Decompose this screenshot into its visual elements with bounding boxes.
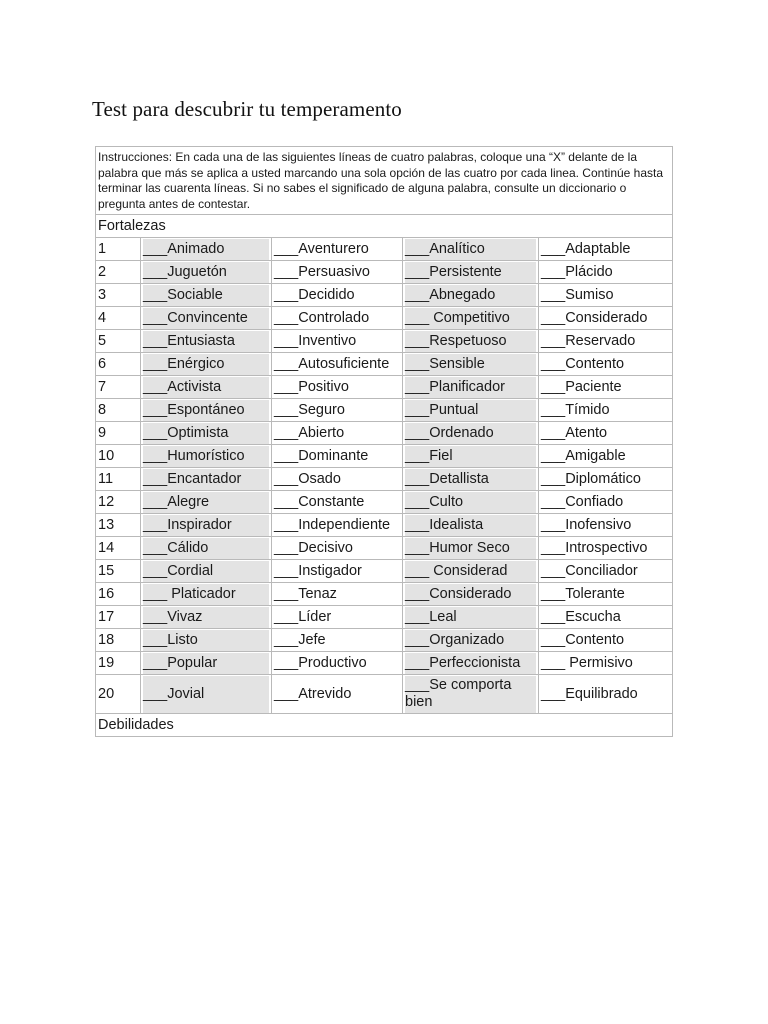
row-number: 10 <box>96 445 141 468</box>
table-row <box>96 284 673 307</box>
word-option-1[interactable]: ___Cordial <box>141 560 272 583</box>
word-option-3[interactable]: ___Fiel <box>403 445 539 468</box>
word-option-1[interactable]: ___Listo <box>141 629 272 652</box>
word-option-3[interactable]: ___Culto <box>403 491 539 514</box>
table-row <box>96 376 673 399</box>
table-row <box>96 491 673 514</box>
word-option-3[interactable]: ___Ordenado <box>403 422 539 445</box>
word-option-3[interactable]: ___Persistente <box>403 261 539 284</box>
word-option-4[interactable]: ___Equilibrado <box>539 675 673 714</box>
table-row <box>96 353 673 376</box>
word-option-2[interactable]: ___Dominante <box>272 445 403 468</box>
word-option-1[interactable]: ___Humorístico <box>141 445 272 468</box>
word-option-3[interactable]: ___Perfeccionista <box>403 652 539 675</box>
word-option-1[interactable]: ___Enérgico <box>141 353 272 376</box>
table-row <box>96 330 673 353</box>
row-number: 5 <box>96 330 141 353</box>
row-number: 7 <box>96 376 141 399</box>
word-option-4[interactable]: ___Conciliador <box>539 560 673 583</box>
word-option-4[interactable]: ___Confiado <box>539 491 673 514</box>
table-row <box>96 629 673 652</box>
word-option-4[interactable]: ___Adaptable <box>539 238 673 261</box>
row-number: 2 <box>96 261 141 284</box>
word-option-4[interactable]: ___Contento <box>539 353 673 376</box>
word-option-1[interactable]: ___Cálido <box>141 537 272 560</box>
word-option-2[interactable]: ___Seguro <box>272 399 403 422</box>
instructions-text: Instrucciones: En cada una de las siguientes líneas de cuatro palabras, coloque una “X” delante de la palabra que más se aplica a usted marcando una sola opción de las cuatro por cada linea. Continúe hasta terminar las cuarenta líneas. Si no sabes el significado de alguna palabra, consulte un diccionario o pregunta antes de contestar. <box>96 147 673 215</box>
word-option-4[interactable]: ___Considerado <box>539 307 673 330</box>
word-option-4[interactable]: ___Diplomático <box>539 468 673 491</box>
table-row <box>96 238 673 261</box>
word-option-4[interactable]: ___Amigable <box>539 445 673 468</box>
row-number: 19 <box>96 652 141 675</box>
word-option-4[interactable]: ___Atento <box>539 422 673 445</box>
section-heading-weaknesses: Debilidades <box>96 714 673 737</box>
word-option-3[interactable]: ___Leal <box>403 606 539 629</box>
word-option-2[interactable]: ___Jefe <box>272 629 403 652</box>
temperament-test-table <box>95 146 673 737</box>
table-row <box>96 675 673 714</box>
word-option-1[interactable]: ___Animado <box>141 238 272 261</box>
word-option-1[interactable]: ___Espontáneo <box>141 399 272 422</box>
row-number: 13 <box>96 514 141 537</box>
word-option-3[interactable]: ___Analítico <box>403 238 539 261</box>
table-row <box>96 583 673 606</box>
word-option-1[interactable]: ___ Platicador <box>141 583 272 606</box>
table-row <box>96 307 673 330</box>
word-option-3[interactable]: ___Puntual <box>403 399 539 422</box>
word-option-2[interactable]: ___Instigador <box>272 560 403 583</box>
word-option-2[interactable]: ___Aventurero <box>272 238 403 261</box>
word-option-1[interactable]: ___Entusiasta <box>141 330 272 353</box>
word-option-3[interactable]: ___Planificador <box>403 376 539 399</box>
word-option-2[interactable]: ___Decidido <box>272 284 403 307</box>
word-option-3[interactable]: ___Humor Seco <box>403 537 539 560</box>
row-number: 11 <box>96 468 141 491</box>
word-option-3[interactable]: ___Se comporta bien <box>403 675 539 714</box>
row-number: 20 <box>96 675 141 714</box>
word-option-2[interactable]: ___Persuasivo <box>272 261 403 284</box>
row-number: 16 <box>96 583 141 606</box>
row-number: 6 <box>96 353 141 376</box>
word-option-4[interactable]: ___Paciente <box>539 376 673 399</box>
table-row <box>96 261 673 284</box>
table-row <box>96 537 673 560</box>
word-option-1[interactable]: ___Popular <box>141 652 272 675</box>
word-option-3[interactable]: ___Abnegado <box>403 284 539 307</box>
table-row <box>96 560 673 583</box>
word-option-2[interactable]: ___Constante <box>272 491 403 514</box>
table-row <box>96 422 673 445</box>
page-title: Test para descubrir tu temperamento <box>92 97 402 121</box>
word-option-3[interactable]: ___Respetuoso <box>403 330 539 353</box>
word-option-1[interactable]: ___Encantador <box>141 468 272 491</box>
word-option-1[interactable]: ___Inspirador <box>141 514 272 537</box>
word-option-3[interactable]: ___Idealista <box>403 514 539 537</box>
word-option-1[interactable]: ___Juguetón <box>141 261 272 284</box>
row-number: 17 <box>96 606 141 629</box>
row-number: 4 <box>96 307 141 330</box>
word-option-2[interactable]: ___Atrevido <box>272 675 403 714</box>
word-option-4[interactable]: ___Escucha <box>539 606 673 629</box>
word-option-4[interactable]: ___Reservado <box>539 330 673 353</box>
word-option-3[interactable]: ___Considerado <box>403 583 539 606</box>
table-row <box>96 652 673 675</box>
word-option-3[interactable]: ___Organizado <box>403 629 539 652</box>
row-number: 14 <box>96 537 141 560</box>
word-option-2[interactable]: ___Autosuficiente <box>272 353 403 376</box>
word-option-4[interactable]: ___Tolerante <box>539 583 673 606</box>
word-option-3[interactable]: ___ Competitivo <box>403 307 539 330</box>
word-option-3[interactable]: ___Detallista <box>403 468 539 491</box>
word-option-1[interactable]: ___Optimista <box>141 422 272 445</box>
word-option-4[interactable]: ___Inofensivo <box>539 514 673 537</box>
row-number: 1 <box>96 238 141 261</box>
word-option-3[interactable]: ___ Considerad <box>403 560 539 583</box>
word-option-1[interactable]: ___Jovial <box>141 675 272 714</box>
word-option-4[interactable]: ___Contento <box>539 629 673 652</box>
word-option-2[interactable]: ___Decisivo <box>272 537 403 560</box>
table-row <box>96 445 673 468</box>
word-option-1[interactable]: ___Activista <box>141 376 272 399</box>
table-row <box>96 468 673 491</box>
table-row <box>96 514 673 537</box>
word-option-4[interactable]: ___Plácido <box>539 261 673 284</box>
section-heading-strengths: Fortalezas <box>96 215 673 238</box>
word-option-1[interactable]: ___Convincente <box>141 307 272 330</box>
word-option-2[interactable]: ___Osado <box>272 468 403 491</box>
word-option-2[interactable]: ___Productivo <box>272 652 403 675</box>
word-option-1[interactable]: ___Alegre <box>141 491 272 514</box>
word-option-3[interactable]: ___Sensible <box>403 353 539 376</box>
word-option-4[interactable]: ___Introspectivo <box>539 537 673 560</box>
word-option-2[interactable]: ___Tenaz <box>272 583 403 606</box>
word-option-2[interactable]: ___Controlado <box>272 307 403 330</box>
row-number: 9 <box>96 422 141 445</box>
word-option-4[interactable]: ___ Permisivo <box>539 652 673 675</box>
word-option-1[interactable]: ___Sociable <box>141 284 272 307</box>
row-number: 12 <box>96 491 141 514</box>
word-option-2[interactable]: ___Líder <box>272 606 403 629</box>
table-row <box>96 399 673 422</box>
row-number: 18 <box>96 629 141 652</box>
word-option-1[interactable]: ___Vivaz <box>141 606 272 629</box>
word-option-4[interactable]: ___Tímido <box>539 399 673 422</box>
table-row <box>96 606 673 629</box>
word-option-2[interactable]: ___Positivo <box>272 376 403 399</box>
row-number: 3 <box>96 284 141 307</box>
word-option-2[interactable]: ___Inventivo <box>272 330 403 353</box>
row-number: 15 <box>96 560 141 583</box>
word-option-4[interactable]: ___Sumiso <box>539 284 673 307</box>
word-option-2[interactable]: ___Abierto <box>272 422 403 445</box>
word-option-2[interactable]: ___Independiente <box>272 514 403 537</box>
row-number: 8 <box>96 399 141 422</box>
